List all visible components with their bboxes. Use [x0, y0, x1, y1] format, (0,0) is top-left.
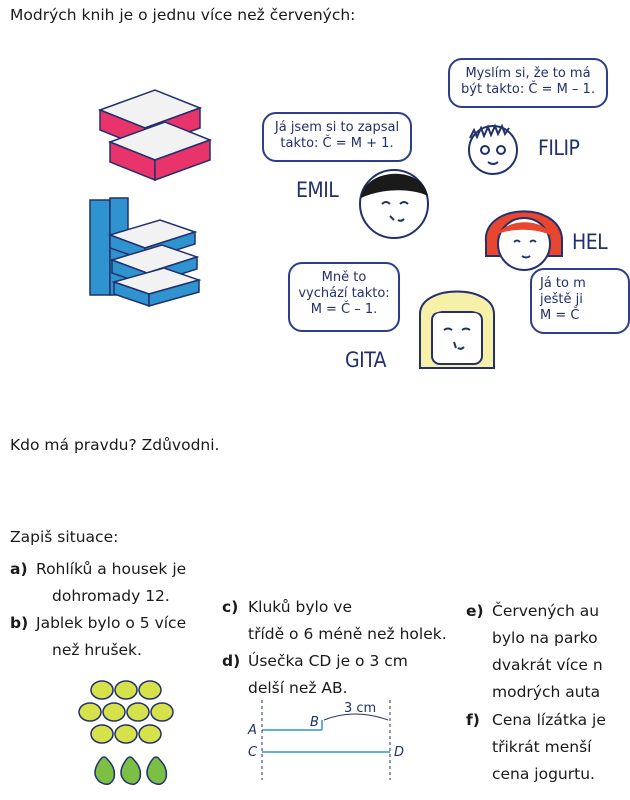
name-gita: GITA — [345, 348, 387, 372]
item-b-line2: než hrušek. — [52, 641, 142, 659]
speech-bubble-filip — [448, 58, 608, 108]
fruit-illustration — [78, 676, 174, 796]
item-label: b) — [10, 614, 29, 632]
item-e — [466, 600, 484, 622]
segment-diagram — [240, 700, 420, 780]
item-label: a) — [10, 560, 28, 578]
filip-face — [458, 112, 528, 182]
bubble-line: Já to m — [540, 276, 586, 291]
speech-bubble-emil — [262, 112, 412, 162]
bubble-line: takto: Č = M + 1. — [280, 136, 394, 151]
emil-face — [352, 160, 436, 244]
bubble-line: M = Č – 1. — [310, 302, 378, 317]
name-helena: HEL — [572, 230, 608, 254]
item-c-line2: třídě o 6 méně než holek. — [248, 625, 447, 643]
item-f-line3: cena jogurtu. — [492, 765, 595, 783]
pears — [95, 757, 166, 784]
item-e-line3: dvakrát více n — [492, 656, 603, 674]
item-a-line1: Rohlíků a housek je — [36, 560, 187, 578]
label-d: D — [394, 745, 405, 760]
apples — [79, 681, 173, 743]
item-f-line1: Cena lízátka je — [492, 711, 606, 729]
intro-text: Modrých knih je o jednu více než červených: — [10, 6, 356, 24]
item-b — [10, 612, 28, 634]
item-e-line4: modrých auta — [492, 683, 601, 701]
question-text: Kdo má pravdu? Zdůvodni. — [10, 436, 220, 454]
blue-books — [90, 198, 199, 306]
item-d-line1: Úsečka CD je o 3 cm — [248, 652, 408, 670]
item-e-line1: Červených au — [492, 602, 600, 620]
task-title: Zapiš situace: — [10, 528, 119, 546]
bubble-line: ještě ji — [540, 292, 583, 307]
item-f-line2: třikrát menší — [492, 738, 592, 756]
item-a — [10, 558, 28, 580]
bubble-line: M = Č — [540, 308, 580, 323]
item-c-line1: Kluků bylo ve — [248, 598, 352, 616]
bubble-line: být takto: Č = M – 1. — [461, 82, 595, 97]
item-c — [222, 596, 238, 618]
name-filip: FILIP — [538, 136, 580, 160]
helena-face — [478, 198, 568, 278]
bubble-line: Mně to — [321, 270, 367, 285]
item-e-line2: bylo na parko — [492, 629, 598, 647]
item-label: c) — [222, 598, 239, 616]
gita-face — [412, 278, 502, 370]
label-a: A — [248, 723, 257, 738]
red-books — [100, 90, 210, 180]
item-b-line1: Jablek bylo o 5 více — [36, 614, 187, 632]
bubble-line: Myslím si, že to má — [465, 66, 591, 81]
speech-bubble-helena — [530, 268, 630, 334]
item-d — [222, 650, 240, 672]
speech-bubble-gita — [288, 262, 400, 332]
label-length: 3 cm — [344, 701, 377, 716]
name-emil: EMIL — [296, 178, 339, 202]
label-c: C — [248, 745, 258, 760]
item-label: e) — [466, 602, 484, 620]
item-d-line2: delší než AB. — [248, 679, 348, 697]
label-b: B — [310, 715, 319, 730]
bubble-line: vychází takto: — [298, 286, 390, 301]
item-a-line2: dohromady 12. — [52, 587, 170, 605]
books-illustration — [80, 80, 230, 310]
item-f — [466, 709, 480, 731]
item-label: f) — [466, 711, 480, 729]
item-label: d) — [222, 652, 241, 670]
bubble-line: Já jsem si to zapsal — [274, 120, 400, 135]
